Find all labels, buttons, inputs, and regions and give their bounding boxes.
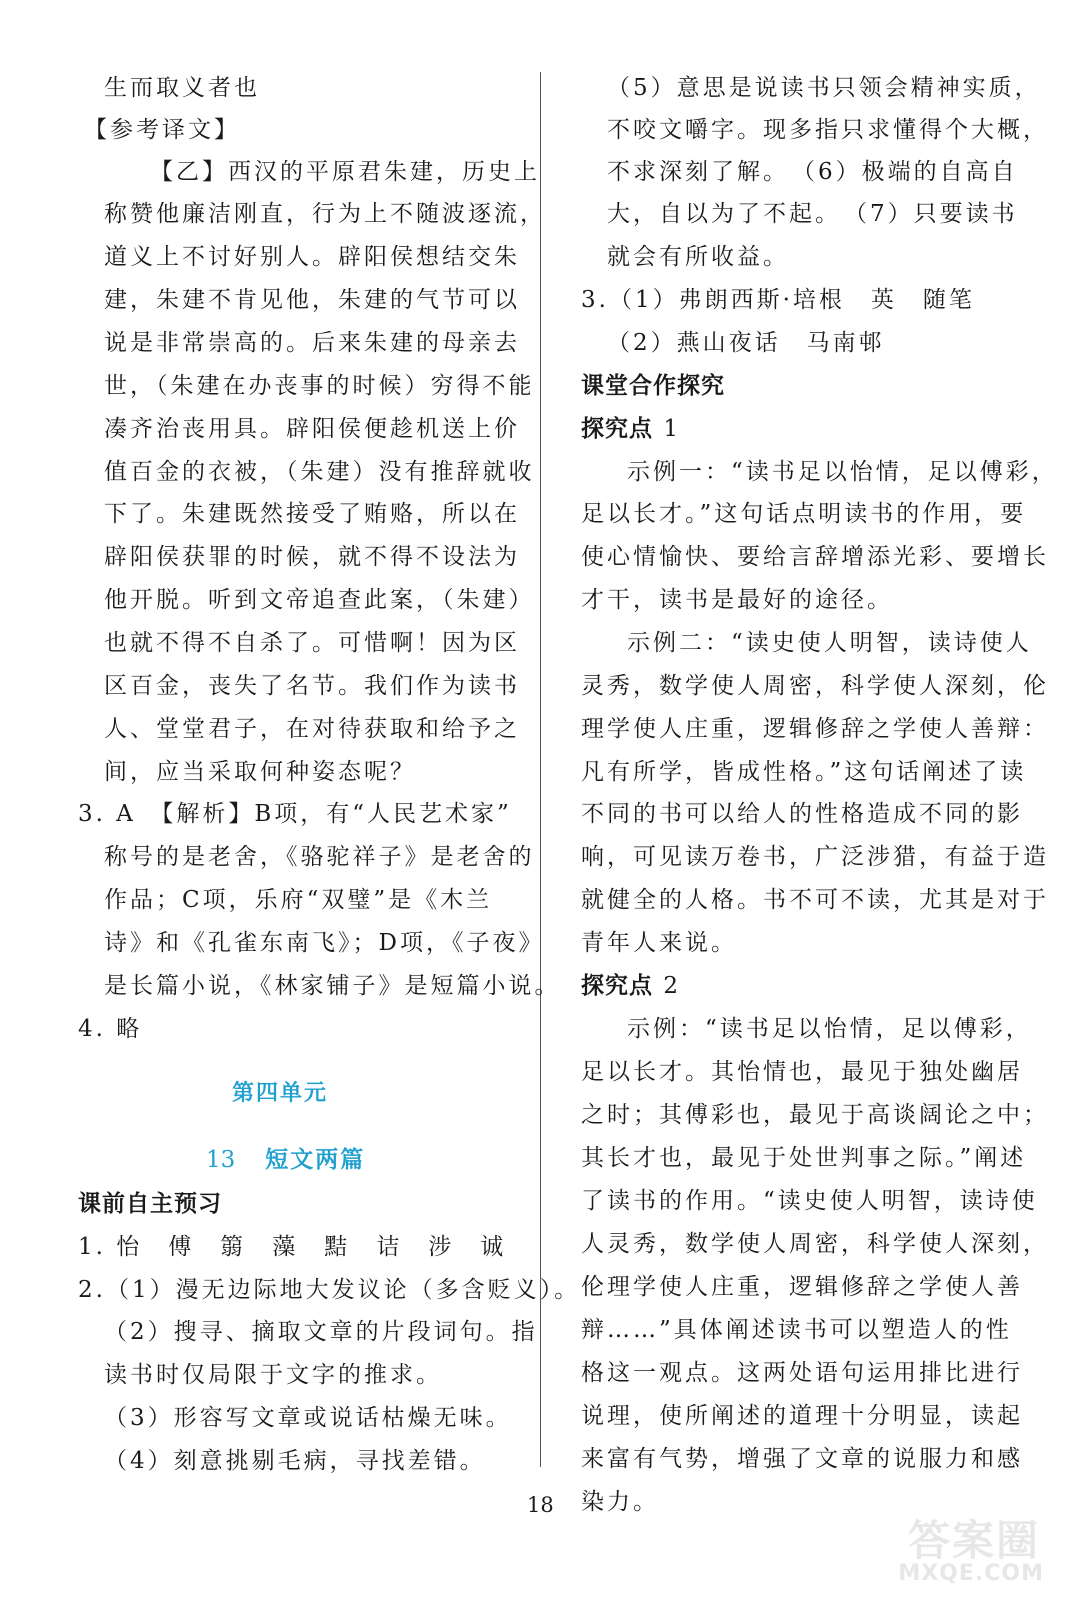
text-line: 青年人来说。 [581, 930, 737, 956]
answer-item: 4. 略 [78, 1016, 143, 1042]
watermark-logo [898, 1506, 1048, 1586]
section-heading-preview: 课前自主预习 [78, 1191, 222, 1217]
column-divider [540, 72, 541, 1467]
text-line: （3）形容写文章或说话枯燥无味。 [104, 1405, 512, 1431]
explore-point-2 [581, 972, 681, 1000]
explore-point-label: 探究点 [581, 973, 653, 999]
answer-item: 3. A 【解析】B项，有“人民艺术家” [78, 801, 512, 827]
text-line: 也就不得不自杀了。可惜啊！因为区 [104, 630, 520, 656]
text-line: 是长篇小说，《林家铺子》是短篇小说。 [104, 973, 561, 999]
text-line: 称赞他廉洁刚直，行为上不随波逐流， [104, 201, 546, 227]
text-line: 不求深刻了解。 （6）极端的自高自 [607, 159, 1018, 185]
text-line: 就健全的人格。书不可不读，尤其是对于 [581, 887, 1049, 913]
text-line: 他开脱。听到文帝追查此案，（朱建） [104, 587, 535, 613]
lesson-heading [206, 1141, 365, 1174]
page-number: 18 [527, 1493, 554, 1517]
text-line: 灵秀，数学使人周密，科学使人深刻，伦 [581, 673, 1049, 699]
text-line: 就会有所收益。 [607, 244, 789, 270]
text-line: 人、堂堂君子，在对待获取和给予之 [104, 716, 520, 742]
answer-item: 2.（1）漫无边际地大发议论（多含贬义）。 [78, 1277, 581, 1303]
translation-heading: 【参考译文】 [84, 117, 240, 143]
text-line: 说是非常崇高的。后来朱建的母亲去 [104, 330, 520, 356]
text-line: 人灵秀，数学使人周密，科学使人深刻， [581, 1231, 1049, 1257]
answer-item: 1. 怡 傅 篛 藻 黠 诘 涉 诚 [78, 1234, 507, 1260]
text-line: 之时；其傅彩也，最见于高谈阔论之中； [581, 1102, 1049, 1128]
text-line: 理学使人庄重，逻辑修辞之学使人善辩： [581, 716, 1049, 742]
text-line: 生而取义者也 [104, 75, 260, 101]
text-line: 辟阳侯获罪的时候，就不得不设法为 [104, 544, 520, 570]
text-line: 下了。朱建既然接受了贿赂，所以在 [104, 501, 520, 527]
text-line: 建，朱建不肯见他，朱建的气节可以 [104, 287, 520, 313]
unit-title: 第四单元 [232, 1081, 329, 1106]
text-line: 凑齐治丧用具。辟阳侯便趁机送上价 [104, 416, 520, 442]
text-line: 读书时仅局限于文字的推求。 [104, 1362, 442, 1388]
text-line: 【乙】西汉的平原君朱建，历史上 [150, 159, 540, 185]
text-line: （2）燕山夜话 马南邨 [607, 330, 885, 356]
watermark-url: MXQE.COM [898, 1561, 1044, 1586]
text-line: 称号的是老舍，《骆驼祥子》是老舍的 [104, 844, 535, 870]
text-line: 辩……”具体阐述读书可以塑造人的性 [581, 1317, 1012, 1343]
text-line: 作品；C项，乐府“双璧”是《木兰 [104, 887, 493, 913]
text-line: 说理，使所阐述的道理十分明显，读起 [581, 1403, 1023, 1429]
text-line: 道义上不讨好别人。辟阳侯想结交朱 [104, 244, 520, 270]
text-line: 使心情愉快、要给言辞增添光彩、要增长 [581, 544, 1049, 570]
text-line: （2）搜寻、摘取文章的片段词句。指 [104, 1319, 538, 1345]
text-line: 染力。 [581, 1489, 659, 1515]
lesson-title: 短文两篇 [265, 1147, 366, 1173]
text-line: 格这一观点。这两处语句运用排比进行 [581, 1360, 1023, 1386]
text-line: 了读书的作用。“读史使人明智，读诗使 [581, 1188, 1038, 1214]
explore-point-label: 探究点 [581, 416, 653, 442]
text-line: 不同的书可以给人的性格造成不同的影 [581, 801, 1023, 827]
explore-point-1 [581, 415, 681, 443]
text-line: 响，可见读万卷书，广泛涉猎，有益于造 [581, 844, 1049, 870]
section-heading-explore: 课堂合作探究 [581, 373, 725, 399]
text-line: 不咬文嚼字。现多指只求懂得个大概， [607, 117, 1049, 143]
text-line: 世，（朱建在办丧事的时候）穷得不能 [104, 373, 535, 399]
text-line: （4）刻意挑剔毛病，寻找差错。 [104, 1448, 486, 1474]
text-line: 示例：“读书足以怡情，足以傅彩， [627, 1016, 1032, 1042]
text-line: 足以长才。其怡情也，最见于独处幽居 [581, 1059, 1023, 1085]
lesson-number: 13 [206, 1147, 236, 1173]
explore-point-number: 1 [663, 416, 681, 442]
text-line: 示例一：“读书足以怡情，足以傅彩， [627, 459, 1058, 485]
text-line: 足以长才。”这句话点明读书的作用，要 [581, 501, 1027, 527]
text-line: 值百金的衣被，（朱建）没有推辞就收 [104, 459, 535, 485]
text-line: 诗》和《孔雀东南飞》；D项，《子夜》 [104, 930, 545, 956]
text-line: 间，应当采取何种姿态呢？ [104, 759, 416, 785]
text-line: 其长才也，最见于处世判事之际。”阐述 [581, 1145, 1027, 1171]
text-line: 才干，读书是最好的途径。 [581, 587, 893, 613]
explore-point-number: 2 [663, 973, 681, 999]
text-line: 来富有气势，增强了文章的说服力和感 [581, 1446, 1023, 1472]
text-line: 凡有所学，皆成性格。”这句话阐述了读 [581, 759, 1027, 785]
answer-item: 3.（1）弗朗西斯·培根 英 随笔 [581, 287, 975, 313]
text-line: （5）意思是说读书只领会精神实质， [607, 75, 1041, 101]
text-line: 区百金，丧失了名节。我们作为读书 [104, 673, 520, 699]
watermark-main-text: 答案圈 [907, 1516, 1040, 1565]
text-line: 大，自以为了不起。 （7）只要读书 [607, 201, 1018, 227]
text-line: 示例二：“读史使人明智，读诗使人 [627, 630, 1032, 656]
text-line: 伦理学使人庄重，逻辑修辞之学使人善 [581, 1274, 1023, 1300]
